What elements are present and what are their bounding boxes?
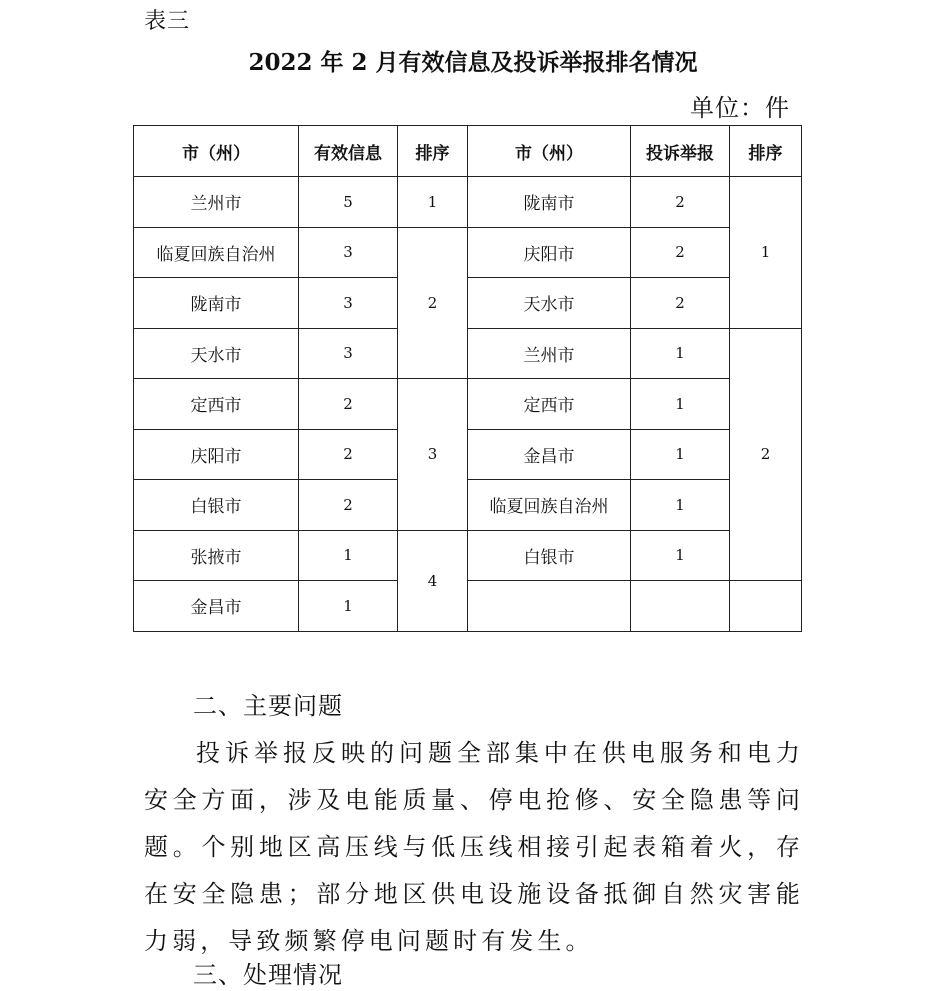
left-rank-cell: 3	[398, 379, 468, 531]
left-city: 定西市	[134, 379, 299, 430]
table-row	[134, 379, 802, 430]
right-count: 1	[631, 530, 730, 581]
right-rank-empty-cell	[730, 581, 802, 632]
table-row	[134, 480, 802, 531]
unit-label: 单位：件	[690, 94, 790, 122]
table-row	[134, 177, 802, 228]
left-count: 3	[299, 278, 398, 329]
right-count: 1	[631, 328, 730, 379]
right-count: 1	[631, 429, 730, 480]
table-row	[134, 429, 802, 480]
right-count: 2	[631, 177, 730, 228]
right-city: 陇南市	[468, 177, 631, 228]
header-rank-left: 排序	[398, 126, 468, 177]
left-rank-cell: 4	[398, 530, 468, 631]
left-rank-cell: 1	[398, 177, 468, 228]
right-city: 庆阳市	[468, 227, 631, 278]
right-rank-cell: 2	[730, 328, 802, 581]
left-city: 张掖市	[134, 530, 299, 581]
right-city	[468, 581, 631, 632]
header-city-right: 市（州）	[468, 126, 631, 177]
section-heading-main-issues: 二、主要问题	[193, 692, 343, 720]
header-rank-right: 排序	[730, 126, 802, 177]
right-count: 2	[631, 227, 730, 278]
left-count: 1	[299, 530, 398, 581]
header-valid-info: 有效信息	[299, 126, 398, 177]
right-count: 2	[631, 278, 730, 329]
left-city: 天水市	[134, 328, 299, 379]
right-city: 临夏回族自治州	[468, 480, 631, 531]
table-label: 表三	[144, 9, 191, 34]
left-count: 1	[299, 581, 398, 632]
right-city: 天水市	[468, 278, 631, 329]
right-rank-cell: 1	[730, 177, 802, 329]
ranking-table	[133, 125, 802, 632]
table-row	[134, 278, 802, 329]
left-rank-cell: 2	[398, 227, 468, 379]
left-count: 2	[299, 379, 398, 430]
right-city: 金昌市	[468, 429, 631, 480]
table-row	[134, 530, 802, 581]
header-city-left: 市（州）	[134, 126, 299, 177]
left-city: 临夏回族自治州	[134, 227, 299, 278]
left-count: 3	[299, 227, 398, 278]
left-city: 白银市	[134, 480, 299, 531]
right-count	[631, 581, 730, 632]
main-issues-paragraph: 投诉举报反映的问题全部集中在供电服务和电力安全方面，涉及电能质量、停电抢修、安全隐患等问题。个别地区高压线与低压线相接引起表箱着火，存在安全隐患；部分地区供电设施设备抵御自然灾害能力弱，导致频繁停电问题时有发生。	[144, 739, 804, 955]
right-city: 兰州市	[468, 328, 631, 379]
right-count: 1	[631, 379, 730, 430]
left-count: 3	[299, 328, 398, 379]
right-city: 定西市	[468, 379, 631, 430]
left-count: 2	[299, 480, 398, 531]
left-count: 5	[299, 177, 398, 228]
right-city: 白银市	[468, 530, 631, 581]
right-count: 1	[631, 480, 730, 531]
left-city: 陇南市	[134, 278, 299, 329]
table-header-row	[134, 126, 802, 177]
section-heading-handling: 三、处理情况	[193, 961, 343, 989]
table-row	[134, 227, 802, 278]
table-row	[134, 581, 802, 632]
header-complaints: 投诉举报	[631, 126, 730, 177]
left-count: 2	[299, 429, 398, 480]
left-city: 兰州市	[134, 177, 299, 228]
left-city: 金昌市	[134, 581, 299, 632]
document-title: 2022 年 2 月有效信息及投诉举报排名情况	[248, 49, 698, 76]
left-city: 庆阳市	[134, 429, 299, 480]
table-row	[134, 328, 802, 379]
